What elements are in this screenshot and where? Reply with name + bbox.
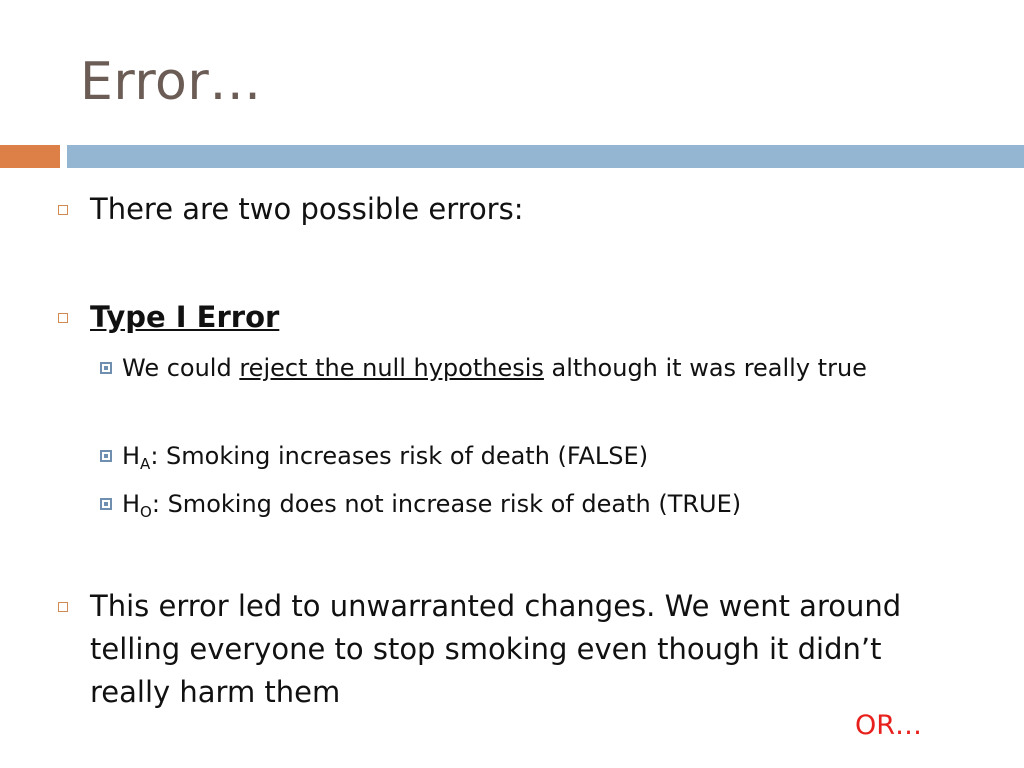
text-underlined: reject the null hypothesis [239, 354, 544, 382]
sub-bullet-reject-null [100, 348, 970, 388]
sub-bullet-text [122, 348, 867, 388]
sub-bullet-ho [100, 484, 970, 524]
bullet-two-errors [58, 188, 958, 231]
sub-bullet-text [122, 484, 741, 524]
title-divider-bar [67, 145, 1024, 168]
hollow-square-bullet-icon [58, 205, 68, 215]
or-continuation-label: OR… [855, 710, 923, 741]
hollow-square-bullet-icon [58, 313, 68, 323]
slide-title: Error… [80, 52, 262, 112]
sub-bullet-text [122, 436, 648, 476]
sub-bullet-ha [100, 436, 970, 476]
hypothesis-h: H [122, 490, 141, 518]
bullet-unwarranted-changes [58, 585, 958, 714]
text-pre: We could [122, 354, 240, 382]
hypothesis-h: H [122, 442, 141, 470]
bullet-text: This error led to unwarranted changes. We went around telling everyone to stop smoking even though it didn’t really harm them [90, 589, 902, 709]
text-post: although it was really true [543, 354, 867, 382]
hypothesis-text: : Smoking increases risk of death (FALSE) [150, 442, 649, 470]
filled-square-bullet-icon [100, 362, 112, 374]
bullet-text: There are two possible errors: [90, 192, 524, 226]
filled-square-bullet-icon [100, 450, 112, 462]
filled-square-bullet-icon [100, 498, 112, 510]
hollow-square-bullet-icon [58, 602, 68, 612]
title-accent-bar [0, 145, 60, 168]
hypothesis-subscript: A [140, 455, 151, 473]
bullet-text: Type I Error [90, 300, 280, 334]
hypothesis-text: : Smoking does not increase risk of death (TRUE) [151, 490, 742, 518]
hypothesis-subscript: O [140, 503, 152, 521]
bullet-type-one-error [58, 296, 958, 339]
